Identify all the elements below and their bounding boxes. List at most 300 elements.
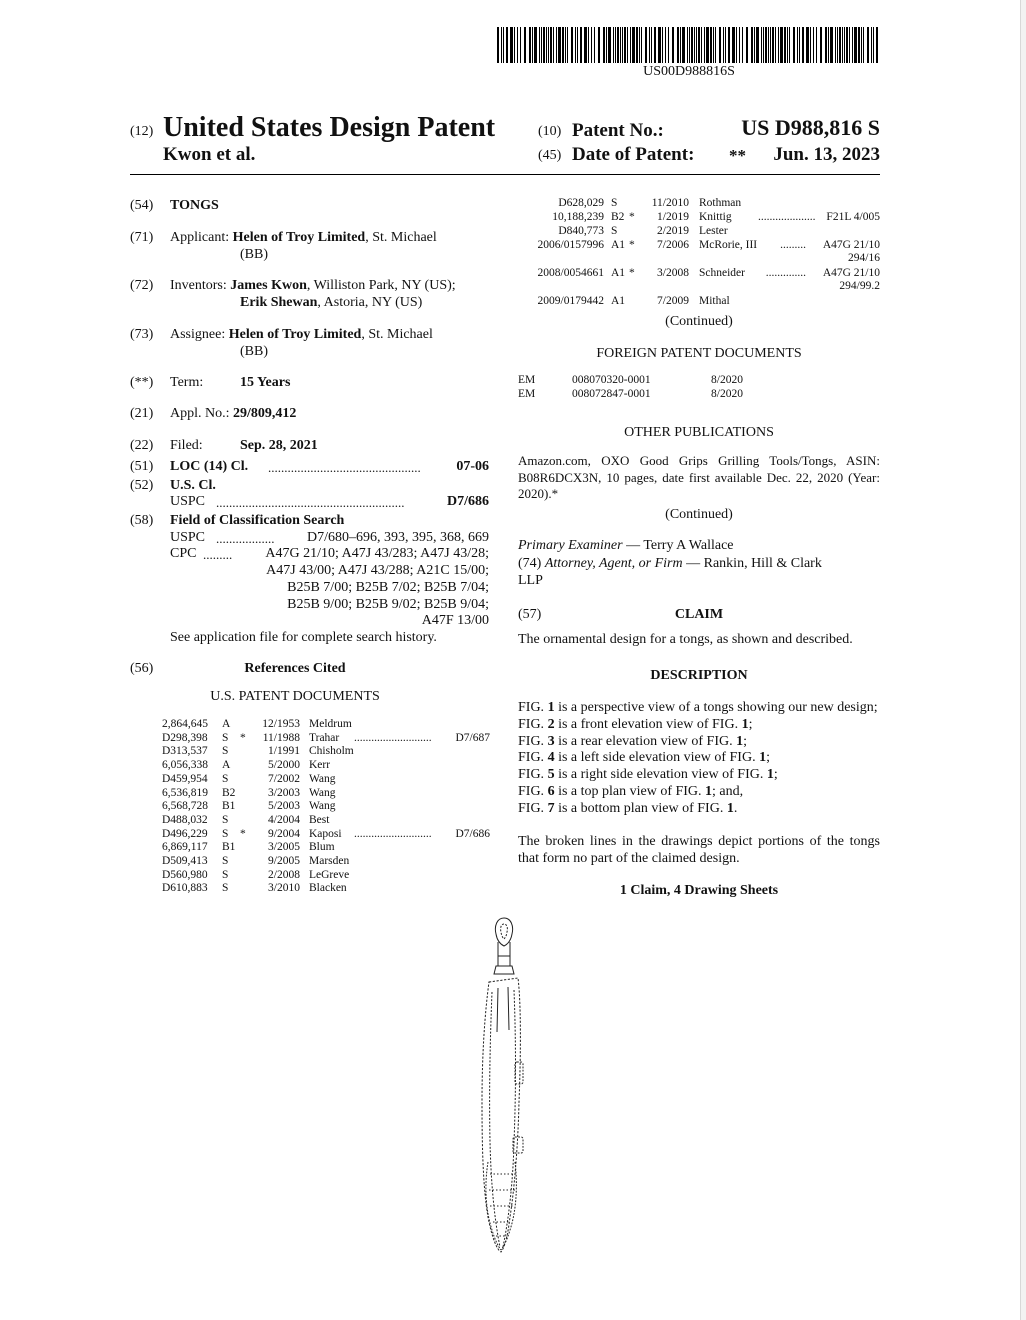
reference-row — [160, 800, 500, 814]
reference-row — [160, 718, 500, 732]
reference-number: 6,869,117 — [162, 841, 208, 854]
claims-sheets-count: 1 Claim, 4 Drawing Sheets — [619, 883, 779, 898]
reference-row — [160, 869, 500, 883]
search-cpc-line: B25B 9/00; B25B 9/02; B25B 9/04; — [287, 597, 489, 612]
inventors — [170, 277, 456, 294]
reference-number: D488,032 — [162, 813, 208, 826]
us-class-label: U.S. Cl. — [170, 478, 216, 493]
code-21: (21) — [130, 406, 154, 421]
barcode-bar — [632, 27, 635, 63]
reference-date: 3/2003 — [268, 786, 300, 799]
reference-date: 5/2000 — [268, 759, 300, 772]
barcode-bar — [649, 27, 650, 63]
fig-suffix: ; — [748, 716, 753, 732]
barcode-bar — [780, 27, 783, 63]
barcode-bar — [497, 27, 499, 63]
description-heading: DESCRIPTION — [650, 668, 748, 683]
barcode-bar — [680, 27, 681, 63]
barcode-bar — [728, 27, 730, 63]
claim-heading: CLAIM — [674, 607, 724, 622]
barcode-bar — [820, 27, 822, 63]
barcode-bar — [558, 27, 561, 63]
barcode-bar — [662, 27, 663, 63]
description-line — [518, 784, 880, 801]
reference-number: 10,188,239 — [552, 211, 604, 223]
primary-examiner — [518, 537, 734, 554]
assignee-country: (BB) — [240, 344, 268, 359]
foreign-row — [518, 374, 880, 388]
barcode-bar — [588, 27, 589, 63]
code-54: (54) — [130, 198, 154, 213]
barcode-bar — [787, 27, 788, 63]
barcode-bar — [517, 27, 518, 63]
foreign-row — [518, 388, 880, 402]
reference-row — [160, 841, 500, 855]
applicant-location: , St. Michael — [365, 230, 437, 245]
reference-kind: S — [222, 731, 229, 744]
reference-row — [518, 295, 880, 309]
reference-name: Kerr — [309, 759, 331, 772]
barcode-bar — [565, 27, 566, 63]
fig-description: is a top plan view of FIG. — [554, 783, 706, 799]
us-class-uspc: USPC — [170, 494, 206, 509]
reference-date: 12/1953 — [262, 718, 300, 730]
fig-ref-number: 1 — [741, 716, 749, 732]
reference-row — [160, 882, 500, 896]
barcode-bar — [844, 27, 845, 63]
reference-name: McRorie, III — [699, 239, 758, 251]
reference-number: D496,229 — [162, 827, 208, 840]
reference-dots: ........................... — [354, 731, 432, 744]
reference-date: 7/2009 — [657, 295, 689, 307]
barcode-bar — [543, 27, 545, 63]
assignee — [170, 326, 433, 343]
barcode-bar — [761, 27, 762, 63]
barcode-bar — [784, 27, 786, 63]
reference-kind: S — [222, 772, 229, 785]
reference-row — [160, 787, 500, 801]
reference-class: A47G 21/10 — [822, 239, 880, 251]
reference-name: Chisholm — [309, 745, 354, 758]
barcode-bar — [739, 27, 740, 63]
search-cpc-line: B25B 7/00; B25B 7/02; B25B 7/04; — [287, 580, 489, 595]
reference-name: Marsden — [309, 855, 350, 867]
search-cpc-line: A47G 21/10; A47J 43/283; A47J 43/28; — [265, 546, 489, 561]
reference-date: 3/2005 — [268, 841, 300, 854]
fig-ref-number: 1 — [736, 733, 744, 749]
barcode-bar — [672, 27, 674, 63]
other-publication: Amazon.com, OXO Good Grips Grilling Tools/Tongs, ASIN: B08R6DCX3N, 10 pages, date first available Dec. 22, 2020 (Year: 2020).* — [518, 453, 880, 501]
design-title: TONGS — [170, 198, 219, 213]
appl-no — [170, 405, 296, 422]
reference-name: Trahar — [309, 731, 340, 744]
fig-suffix: ; and, — [712, 783, 744, 799]
reference-date: 1/1991 — [268, 745, 300, 758]
filed-label: Filed: — [170, 438, 203, 453]
us-class-value: D7/686 — [447, 494, 489, 509]
barcode-bar — [562, 27, 564, 63]
patent-no-label: Patent No.: — [572, 120, 664, 141]
reference-name: LeGreve — [309, 868, 350, 881]
reference-row — [160, 745, 500, 759]
other-publications-heading: OTHER PUBLICATIONS — [624, 425, 774, 440]
barcode-bar — [797, 27, 798, 63]
reference-kind: B2 — [611, 211, 625, 223]
fig-number: 3 — [547, 733, 555, 749]
fig-ref-number: 1 — [766, 767, 774, 783]
search-cpc-dots: ......... — [203, 547, 233, 562]
code-74: (74) — [518, 556, 542, 571]
description-line — [518, 717, 880, 734]
reference-kind: S — [611, 197, 618, 209]
barcode-bar — [793, 27, 795, 63]
reference-number: D840,773 — [558, 225, 604, 237]
fig-description: is a rear elevation view of FIG. — [554, 733, 737, 749]
fig-number: 4 — [547, 750, 555, 766]
barcode-bar — [615, 27, 616, 63]
barcode-bar — [598, 27, 600, 63]
loc-class-dots: ............................................... — [268, 460, 421, 475]
barcode-bar — [736, 27, 737, 63]
reference-row — [160, 773, 500, 787]
barcode-bar — [514, 27, 515, 63]
barcode-bar — [854, 27, 857, 63]
barcode-bar — [553, 27, 554, 63]
applicant-name: Helen of Troy Limited — [232, 230, 366, 245]
barcode-bar — [620, 27, 621, 63]
foreign-country: EM — [518, 374, 536, 386]
barcode-bar — [858, 27, 860, 63]
references-continued-2: (Continued) — [665, 507, 733, 522]
barcode-bar — [556, 27, 557, 63]
search-cpc-label: CPC — [170, 546, 197, 561]
applicant — [170, 229, 437, 246]
foreign-date: 8/2020 — [711, 388, 743, 400]
code-58: (58) — [130, 513, 154, 528]
barcode-bar — [520, 27, 521, 63]
reference-star: * — [240, 731, 246, 744]
fig-description: is a right side elevation view of FIG. — [554, 767, 767, 783]
reference-class: D7/686 — [455, 827, 490, 840]
document-title: United States Design Patent — [163, 112, 496, 143]
code-71: (71) — [130, 230, 154, 245]
foreign-documents-heading: FOREIGN PATENT DOCUMENTS — [596, 346, 802, 361]
reference-name: Best — [309, 813, 330, 826]
barcode — [497, 27, 881, 63]
reference-name: Kaposi — [309, 827, 342, 840]
code-52: (52) — [130, 478, 154, 493]
barcode-bar — [763, 27, 764, 63]
reference-kind: A1 — [611, 295, 626, 307]
reference-kind: B1 — [222, 841, 236, 854]
barcode-bar — [575, 27, 576, 63]
attorney — [518, 555, 822, 572]
reference-kind: S — [222, 827, 229, 840]
reference-number: D313,537 — [162, 745, 208, 758]
reference-date: 3/2010 — [268, 882, 300, 895]
barcode-bar — [534, 27, 537, 63]
reference-kind: B1 — [222, 800, 236, 813]
reference-date: 3/2008 — [657, 267, 689, 279]
search-uspc-dots: .................. — [216, 531, 275, 546]
fig-suffix: ; — [743, 733, 748, 749]
assignee-label: Assignee: — [170, 327, 226, 342]
fig-prefix: FIG. — [518, 716, 548, 732]
code-12: (12) — [130, 124, 154, 139]
fig-prefix: FIG. — [518, 700, 548, 715]
description-line — [518, 750, 880, 767]
barcode-bar — [813, 27, 814, 63]
barcode-bar — [876, 27, 878, 63]
reference-kind: A1 — [611, 239, 626, 251]
fig-prefix: FIG. — [518, 733, 548, 749]
fig-suffix: . — [733, 800, 738, 816]
barcode-bar — [524, 27, 526, 63]
barcode-bar — [698, 27, 700, 63]
barcode-bar — [624, 27, 626, 63]
inventor-1-location: , Williston Park, NY (US); — [306, 278, 456, 293]
barcode-bar — [639, 27, 640, 63]
barcode-bar — [541, 27, 542, 63]
barcode-bar — [715, 27, 716, 63]
reference-number: D459,954 — [162, 772, 208, 785]
barcode-bar — [617, 27, 619, 63]
attorney-line2: LLP — [518, 573, 543, 588]
reference-kind: S — [222, 745, 229, 758]
fig-prefix: FIG. — [518, 750, 548, 766]
fig-description: is a perspective view of a tongs showing our new design; — [554, 700, 878, 715]
barcode-bar — [825, 27, 827, 63]
barcode-bar — [689, 27, 690, 63]
fig-number: 1 — [547, 700, 555, 715]
barcode-bar — [789, 27, 790, 63]
barcode-bar — [591, 27, 592, 63]
reference-date: 2/2019 — [657, 225, 689, 237]
attorney-label: Attorney, Agent, or Firm — [544, 556, 683, 571]
barcode-bar — [852, 27, 853, 63]
inventors-short: Kwon et al. — [163, 144, 256, 165]
reference-number: D298,398 — [162, 731, 208, 744]
fig-ref-number: 1 — [705, 783, 713, 799]
barcode-bar — [830, 27, 833, 63]
examiner-name: — Terry A Wallace — [622, 538, 734, 553]
barcode-bar — [532, 27, 533, 63]
assignee-location: , St. Michael — [361, 327, 433, 342]
fig-number: 5 — [547, 767, 555, 783]
barcode-bar — [636, 27, 638, 63]
reference-number: 2,864,645 — [162, 718, 208, 730]
reference-class: D7/687 — [455, 731, 490, 744]
code-72: (72) — [130, 278, 154, 293]
attorney-name: — Rankin, Hill & Clark — [682, 556, 822, 571]
reference-kind: A — [222, 718, 231, 730]
search-cpc-line: A47F 13/00 — [421, 613, 489, 628]
reference-kind: S — [222, 813, 229, 826]
barcode-bar — [723, 27, 724, 63]
fig-description: is a left side elevation view of FIG. — [554, 750, 760, 766]
reference-dots: .................... — [758, 211, 816, 223]
us-class-dots: .......................................................... — [216, 495, 405, 510]
barcode-bar — [746, 27, 748, 63]
loc-class-value: 07-06 — [456, 459, 489, 474]
barcode-bar — [691, 27, 693, 63]
fig-ref-number: 1 — [726, 800, 734, 816]
barcode-bar — [765, 27, 767, 63]
us-references-continued-table — [518, 197, 880, 315]
reference-dots: ......... — [780, 239, 806, 251]
appl-no-value: 29/809,412 — [233, 406, 297, 421]
reference-star: * — [240, 827, 246, 840]
description-line — [518, 734, 880, 751]
barcode-bar — [668, 27, 669, 63]
fig-ref-number: 1 — [759, 750, 767, 766]
barcode-bar — [842, 27, 843, 63]
broken-lines-note: The broken lines in the drawings depict portions of the tongs that form no part of the claimed design. — [518, 834, 880, 866]
barcode-bar — [658, 27, 661, 63]
search-cpc-line: A47J 43/00; A47J 43/288; A21C 15/00; — [266, 563, 489, 578]
barcode-bar — [687, 27, 688, 63]
reference-row — [160, 759, 500, 773]
patent-number: US D988,816 S — [741, 115, 880, 140]
reference-date: 9/2004 — [268, 827, 300, 840]
reference-date: 11/2010 — [651, 197, 689, 209]
barcode-bar — [828, 27, 829, 63]
reference-date: 2/2008 — [268, 868, 300, 881]
reference-star: * — [629, 267, 635, 279]
reference-row — [160, 828, 500, 842]
references-continued-1: (Continued) — [665, 314, 733, 329]
barcode-bar — [816, 27, 817, 63]
barcode-bar — [725, 27, 726, 63]
fig-suffix: ; — [766, 750, 770, 766]
fig-prefix: FIG. — [518, 800, 548, 816]
reference-class: A47G 21/10 — [822, 267, 880, 279]
barcode-bar — [651, 27, 652, 63]
barcode-bar — [584, 27, 587, 63]
barcode-bar — [732, 27, 735, 63]
barcode-bar — [608, 27, 611, 63]
barcode-bar — [501, 27, 502, 63]
barcode-bar — [622, 27, 623, 63]
code-51: (51) — [130, 459, 154, 474]
barcode-bar — [754, 27, 755, 63]
reference-date: 5/2003 — [268, 800, 300, 813]
barcode-bar — [546, 27, 547, 63]
search-field-label: Field of Classification Search — [170, 513, 345, 528]
reference-number: 2006/0157996 — [537, 239, 604, 251]
barcode-bar — [704, 27, 705, 63]
reference-name: Wang — [309, 800, 336, 813]
reference-kind: S — [611, 225, 618, 237]
inventor-2 — [240, 294, 422, 311]
barcode-bar — [606, 27, 607, 63]
code-term: (**) — [130, 375, 154, 390]
barcode-bar — [580, 27, 582, 63]
fig-prefix: FIG. — [518, 783, 548, 799]
reference-kind: S — [222, 868, 229, 881]
inventor-2-location: , Astoria, NY (US) — [317, 295, 423, 310]
reference-kind: B2 — [222, 786, 236, 799]
us-references-table — [160, 718, 490, 903]
loc-class-label: LOC (14) Cl. — [170, 459, 249, 474]
barcode-bar — [677, 27, 679, 63]
reference-date: 1/2019 — [657, 211, 689, 223]
date-label: Date of Patent: — [572, 144, 695, 165]
barcode-bar — [550, 27, 552, 63]
barcode-bar — [710, 27, 712, 63]
examiner-label: Primary Examiner — [518, 538, 623, 553]
reference-kind: A — [222, 759, 231, 772]
reference-row — [518, 239, 880, 264]
reference-row — [518, 197, 880, 211]
reference-number: D560,980 — [162, 868, 208, 881]
code-56: (56) — [130, 661, 154, 676]
applicant-country: (BB) — [240, 247, 268, 262]
reference-row — [518, 267, 880, 292]
reference-name: Blacken — [309, 882, 347, 895]
barcode-bar — [751, 27, 753, 63]
reference-kind: A1 — [611, 267, 626, 279]
fig-suffix: ; — [773, 767, 778, 783]
barcode-bar — [810, 27, 811, 63]
barcode-bar — [835, 27, 836, 63]
barcode-bar — [802, 27, 804, 63]
barcode-bar — [839, 27, 841, 63]
reference-name: Wang — [309, 772, 336, 785]
barcode-bar — [571, 27, 573, 63]
barcode-bar — [701, 27, 702, 63]
foreign-country: EM — [518, 388, 536, 400]
patent-date: Jun. 13, 2023 — [773, 144, 880, 165]
us-patent-documents-heading: U.S. PATENT DOCUMENTS — [210, 689, 380, 704]
code-10: (10) — [538, 124, 562, 139]
reference-row — [518, 225, 880, 239]
reference-name: Blum — [309, 841, 335, 854]
search-uspc-label: USPC — [170, 530, 206, 545]
barcode-bar — [594, 27, 595, 63]
barcode-bar — [772, 27, 774, 63]
reference-kind: S — [222, 882, 229, 895]
reference-star: * — [629, 239, 635, 251]
barcode-bar — [713, 27, 714, 63]
barcode-bar — [577, 27, 578, 63]
barcode-bar — [846, 27, 848, 63]
barcode-bar — [768, 27, 769, 63]
barcode-bar — [696, 27, 697, 63]
barcode-bar — [506, 27, 508, 63]
description-line — [518, 801, 880, 818]
reference-date: 9/2005 — [268, 855, 300, 867]
barcode-bar — [694, 27, 695, 63]
reference-date: 7/2002 — [268, 772, 300, 785]
applicant-label: Applicant: — [170, 230, 230, 245]
reference-date: 7/2006 — [657, 239, 689, 251]
reference-number: 2008/0054661 — [537, 267, 604, 279]
reference-row — [518, 211, 880, 225]
reference-name: Rothman — [699, 197, 742, 209]
code-45: (45) — [538, 148, 562, 163]
barcode-bar — [871, 27, 872, 63]
reference-number: D628,029 — [558, 197, 604, 209]
inventors-label: Inventors: — [170, 278, 227, 293]
foreign-number: 008072847-0001 — [572, 388, 651, 400]
barcode-bar — [770, 27, 771, 63]
barcode-bar — [603, 27, 605, 63]
reference-kind: S — [222, 855, 229, 867]
barcode-bar — [654, 27, 656, 63]
reference-name: Knittig — [699, 211, 732, 223]
foreign-documents-table — [518, 374, 880, 404]
